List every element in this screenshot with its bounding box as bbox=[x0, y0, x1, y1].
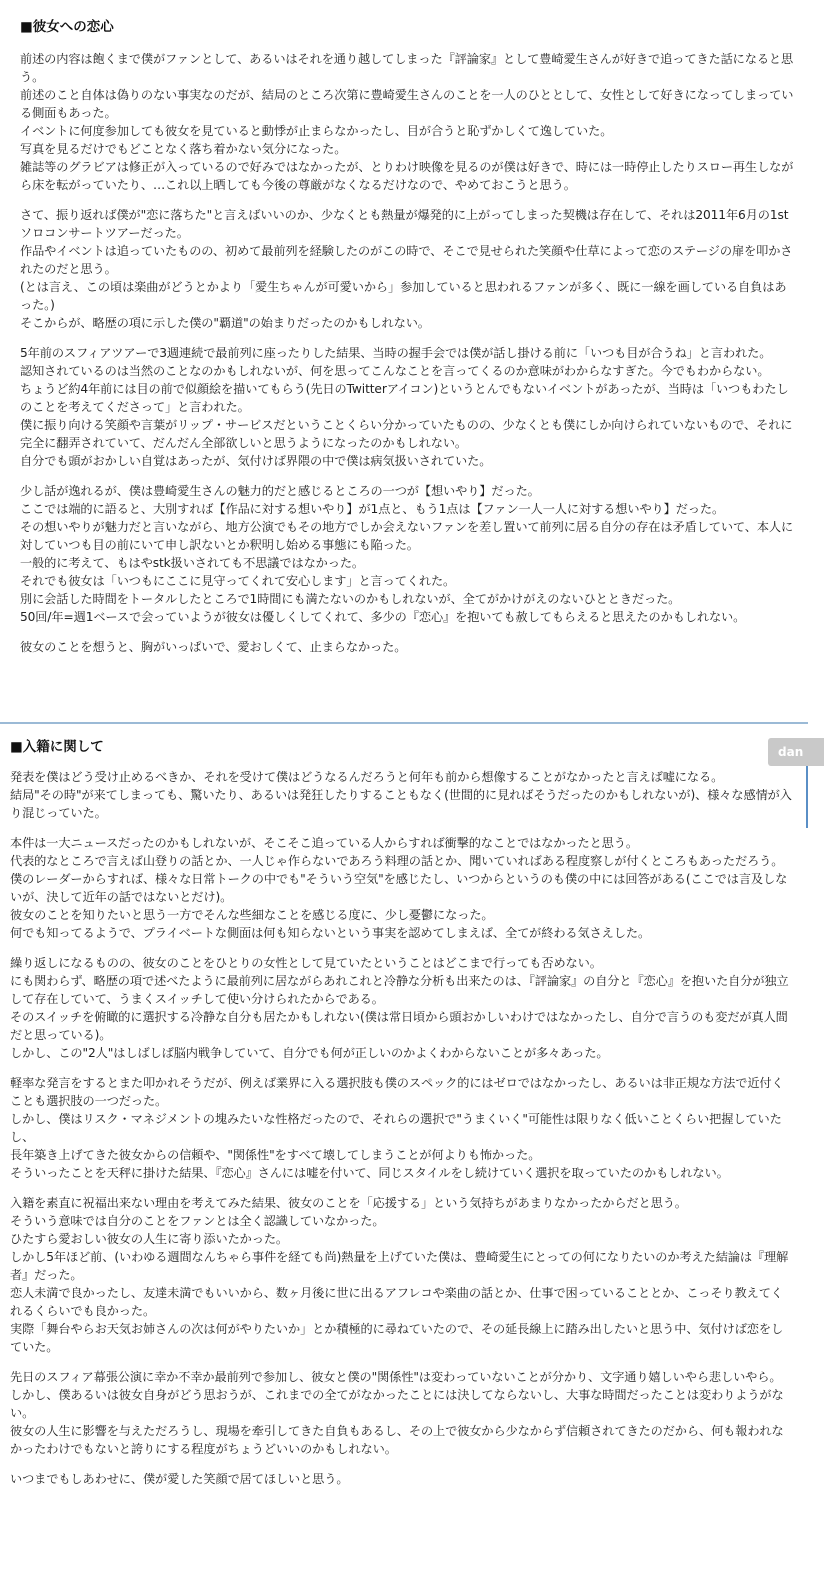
text-line: その想いやりが魅力だと言いながら、地方公演でもその地方でしか会えないファンを差し置いて前列に居る自分の存在は矛盾していて、本人に対していつも目の前にいて申し訳ないとか釈明し始める事態にも陥った。 bbox=[20, 520, 794, 552]
text-line: しかし、僕はリスク・マネジメントの塊みたいな性格だったので、それらの選択で"うまくいく"可能性は限りなく低いことくらい把握していたし、 bbox=[10, 1112, 782, 1144]
text-line: にも関わらず、略歴の項で述べたように最前列に居ながらあれこれと冷静な分析も出来たのは、『評論家』の自分と『恋心』を抱いた自分が独立して存在していて、うまくスイッチして使い分けられたからである。 bbox=[10, 974, 789, 1006]
text-line: ここでは端的に語ると、大別すれば【作品に対する想いやり】が1点と、もう1点は【ファン一人一人に対する想いやり】だった。 bbox=[20, 502, 725, 516]
text-line: 繰り返しになるものの、彼女のことをひとりの女性として見ていたということはどこまで行っても否めない。 bbox=[10, 956, 602, 970]
text-line: 長年築き上げてきた彼女からの信頼や、"関係性"をすべて壊してしまうことが何よりも怖かった。 bbox=[10, 1148, 541, 1162]
text-line: 本件は一大ニュースだったのかもしれないが、そこそこ追っている人からすれば衝撃的なことではなかったと思う。 bbox=[10, 836, 638, 850]
text-line: 何でも知ってるようで、プライベートな側面は何も知らないという事実を認めてしまえば、全てが終わる気さえした。 bbox=[10, 926, 651, 940]
text-line: 彼女のことを知りたいと思う一方でそんな些細なことを感じる度に、少し憂鬱になった。 bbox=[10, 908, 494, 922]
text-line: そういう意味では自分のことをファンとは全く認識していなかった。 bbox=[10, 1214, 385, 1228]
text-line: そのスイッチを俯瞰的に選択する冷静な自分も居たかもしれない(僕は常日頃から頭おかしいわけではなかったし、自分で言うのも変だが真人間だと思っている)。 bbox=[10, 1010, 788, 1042]
paragraph-4 bbox=[20, 482, 794, 626]
paragraph-5 bbox=[20, 638, 794, 656]
text-line: 別に会話した時間をトータルしたところで1時間にも満たないのかもしれないが、全てがかけがえのないひとときだった。 bbox=[20, 592, 681, 606]
section-heading: ■入籍に関して bbox=[10, 739, 104, 755]
text-line: ひたすら愛おしい彼女の人生に寄り添いたかった。 bbox=[10, 1232, 289, 1246]
text-line: しかし、僕あるいは彼女自身がどう思おうが、これまでの全てがなかったことには決してならないし、大事な時間だったことは変わりようがない。 bbox=[10, 1388, 784, 1420]
text-line: しかし5年ほど前、(いわゆる週間なんちゃら事件を経ても尚)熱量を上げていた僕は、豊崎愛生にとっての何になりたいのか考えた結論は『理解者』だった。 bbox=[10, 1250, 789, 1282]
text-line: 彼女のことを想うと、胸がいっぱいで、愛おしくて、止まらなかった。 bbox=[20, 640, 407, 654]
text-line: 彼女の人生に影響を与えただろうし、現場を牽引してきた自負もあるし、その上で彼女から少なからず信頼されてきたのだから、何も報われなかったわけでもないと誇りにする程度がちょうどいいのかもしれない。 bbox=[10, 1424, 784, 1456]
text-line: 自分でも頭がおかしい自覚はあったが、気付けば界隈の中で僕は病気扱いされていた。 bbox=[20, 454, 492, 468]
section-marriage bbox=[0, 728, 808, 1572]
text-line: 前述のこと自体は偽りのない事実なのだが、結局のところ次第に豊崎愛生さんのことを一人のひととして、女性として好きになってしまっている側面もあった。 bbox=[20, 88, 794, 120]
paragraph-2 bbox=[20, 206, 794, 332]
text-line: (とは言え、この頃は楽曲がどうとかより「愛生ちゃんが可愛いから」参加していると思われるファンが多く、既に一線を画している自負はあった。) bbox=[20, 280, 787, 312]
text-line: いつまでもしあわせに、僕が愛した笑顔で居てほしいと思う。 bbox=[10, 1472, 349, 1486]
text-line: 認知されているのは当然のことなのかもしれないが、何を思ってこんなことを言ってくるのか意味がわからなすぎた。今でもわからない。 bbox=[20, 364, 770, 378]
text-line: 代表的なところで言えば山登りの話とか、一人じゃ作らないであろう料理の話とか、聞いていればある程度察しが付くところもあっただろう。 bbox=[10, 854, 784, 868]
text-line: 発表を僕はどう受け止めるべきか、それを受けて僕はどうなるんだろうと何年も前から想像することがなかったと言えば嘘になる。 bbox=[10, 770, 724, 784]
text-line: 5年前のスフィアツアーで3週連続で最前列に座ったりした結果、当時の握手会では僕が話し掛ける前に「いつも目が合うね」と言われた。 bbox=[20, 346, 772, 360]
text-line: 写真を見るだけでもどことなく落ち着かない気分になった。 bbox=[20, 142, 347, 156]
text-line: しかし、この"2人"はしばしば脳内戦争していて、自分でも何が正しいのかよくわからないことが多々あった。 bbox=[10, 1046, 609, 1060]
text-line: そういったことを天秤に掛けた結果、『恋心』さんには嘘を付いて、同じスタイルをし続けていく選択を取っていたのかもしれない。 bbox=[10, 1166, 729, 1180]
paragraph-3 bbox=[20, 344, 794, 470]
paragraph-5 bbox=[10, 1194, 794, 1356]
section-love bbox=[0, 0, 808, 722]
text-line: 50回/年=週1ベースで会っていようが彼女は優しくしてくれて、多少の『恋心』を抱いても赦してもらえると思えたのかもしれない。 bbox=[20, 610, 746, 624]
paragraph-4 bbox=[10, 1074, 794, 1182]
text-line: 一般的に考えて、もはやstk扱いされても不思議ではなかった。 bbox=[20, 556, 365, 570]
text-line: 僕に振り向ける笑顔や言葉がリップ・サービスだということくらい分かっていたものの、少なくとも僕にしか向けられていないもので、それに完全に翻弄されていて、だんだん全部欲しいと思うようになったのかもしれない。 bbox=[20, 418, 793, 450]
text-line: 軽率な発言をするとまた叩かれそうだが、例えば業界に入る選択肢も僕のスペック的にはゼロではなかったし、あるいは非正規な方法で近付くことも選択肢の一つだった。 bbox=[10, 1076, 784, 1108]
paragraph-6 bbox=[10, 1368, 794, 1458]
text-line: 少し話が逸れるが、僕は豊崎愛生さんの魅力的だと感じるところの一つが【想いやり】だった。 bbox=[20, 484, 540, 498]
text-line: ちょうど約4年前には目の前で似顔絵を描いてもらう(先日のTwitterアイコン)というとんでもないイベントがあったが、当時は「いつもわたしのことを考えてくださって」と言われた。 bbox=[20, 382, 789, 414]
paragraph-1 bbox=[20, 50, 794, 194]
section-divider bbox=[0, 722, 808, 724]
section-heading: ■彼女への恋心 bbox=[20, 19, 114, 35]
paragraph-1 bbox=[10, 768, 794, 822]
paragraph-3 bbox=[10, 954, 794, 1062]
text-line: 先日のスフィア幕張公演に幸か不幸か最前列で参加し、彼女と僕の"関係性"は変わっていないことが分かり、文字通り嬉しいやら悲しいやら。 bbox=[10, 1370, 782, 1384]
text-line: イベントに何度参加しても彼女を見ていると動悸が止まらなかったし、目が合うと恥ずかしくて逸していた。 bbox=[20, 124, 613, 138]
text-line: さて、振り返れば僕が"恋に落ちた"と言えばいいのか、少なくとも熱量が爆発的に上がってしまった契機は存在して、それは2011年6月の1stソロコンサートツアーだった。 bbox=[20, 208, 789, 240]
text-line: そこからが、略歴の項に示した僕の"覇道"の始まりだったのかもしれない。 bbox=[20, 316, 430, 330]
paragraph-2 bbox=[10, 834, 794, 942]
side-tab[interactable]: dan bbox=[768, 738, 824, 766]
text-line: 僕のレーダーからすれば、様々な日常トークの中でも"そういう空気"を感じたし、いつからというのも僕の中には回答がある(ここでは言及しないが、決して近年の話ではないとだけ)。 bbox=[10, 872, 788, 904]
text-line: 雑誌等のグラビアは修正が入っているので好みではなかったが、とりわけ映像を見るのが僕は好きで、時には一時停止したりスロー再生しながら床を転がっていたり、…これ以上晒しても今後の尊厳がなくなるだけなので、やめておこうと思う。 bbox=[20, 160, 794, 192]
paragraph-7 bbox=[10, 1470, 794, 1488]
text-line: 結局"その時"が来てしまっても、驚いたり、あるいは発狂したりすることもなく(世間的に見ればそうだったのかもしれないが)、様々な感情が入り混じっていた。 bbox=[10, 788, 792, 820]
text-line: 作品やイベントは追っていたものの、初めて最前列を経験したのがこの時で、そこで見せられた笑顔や仕草によって恋のステージの扉を叩かされたのだと思う。 bbox=[20, 244, 793, 276]
text-line: 実際「舞台やらお天気お姉さんの次は何がやりたいか」とか積極的に尋ねていたので、その延長線上に踏み出したいと思う中、気付けば恋をしていた。 bbox=[10, 1322, 784, 1354]
text-line: それでも彼女は「いつもにここに見守ってくれて安心します」と言ってくれた。 bbox=[20, 574, 456, 588]
text-line: 前述の内容は飽くまで僕がファンとして、あるいはそれを通り越してしまった『評論家』として豊崎愛生さんが好きで追ってきた話になると思う。 bbox=[20, 52, 794, 84]
text-line: 恋人未満で良かったし、友達未満でもいいから、数ヶ月後に世に出るアフレコや楽曲の話とか、仕事で困っていることとか、こっそり教えてくれるくらいでも良かった。 bbox=[10, 1286, 783, 1318]
text-line: 入籍を素直に祝福出来ない理由を考えてみた結果、彼女のことを「応援する」という気持ちがあまりなかったからだと思う。 bbox=[10, 1196, 687, 1210]
